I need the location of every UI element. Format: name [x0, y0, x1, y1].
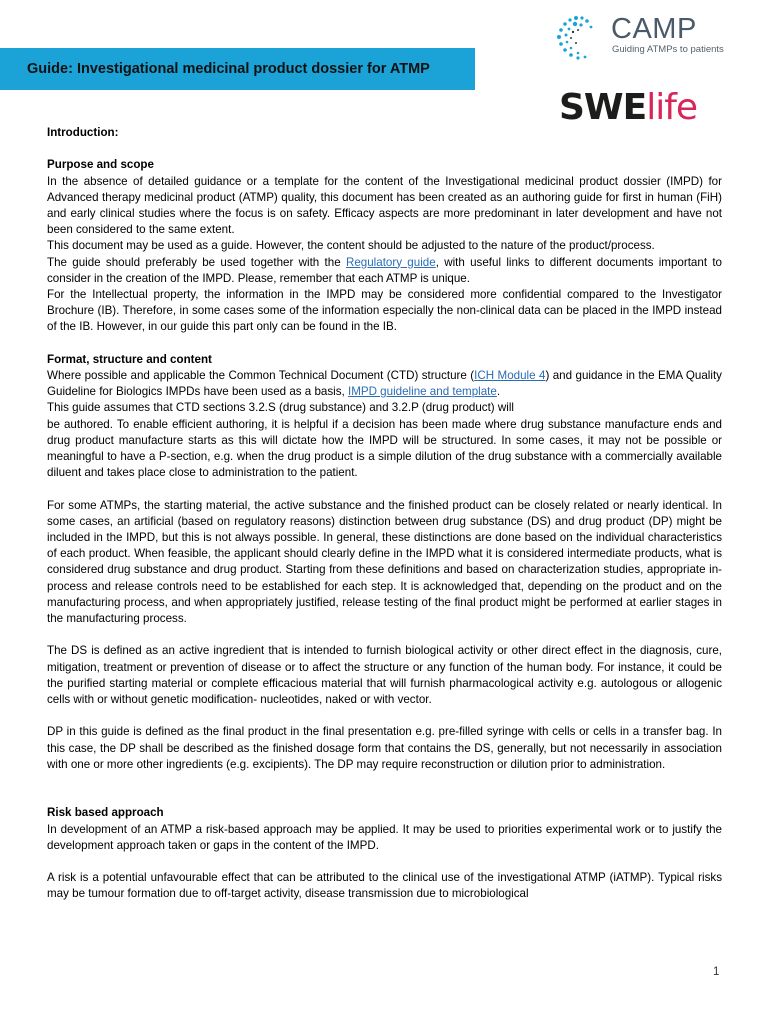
purpose-heading: Purpose and scope — [47, 158, 154, 172]
intro-heading: Introduction: — [47, 126, 119, 139]
format-paragraph-3: For some ATMPs, the starting material, the active substance and the finished product can be closely related or nearly identical. In some cases, an artificial (based on regulatory reasons) distinction between drug substance (DS) and drug product (DP) might be included in the IMPD, but this is not always possible. In general, these distinctions are done based on the individual characteristics of each product. When feasible, the applicant should clearly define in the IMPD what it is considered intermediate products, what is considered drug substance and drug product. Starting from these definitions and based on characterization studies, appropriate in-process and release controls need to be established for each step. It is acknowledged that, depending on the product and on the manufacturing process, and when appropriately justified, release testing of the final product might be performed at earlier stages in the manufacturing process. — [47, 498, 722, 626]
purpose-paragraph-1: In the absence of detailed guidance or a template for the content of the Investigational medicinal product dossier (IMPD) for Advanced therapy medicinal product (ATMP) quality, this document has been created as an authoring guide for first in human (FiH) and early clinical studies where the focus is on safety. Efficacy aspects are more predominant in later development and have not been considered to the same extent. — [47, 174, 722, 237]
format-paragraph-2-line-1: This guide assumes that CTD sections 3.2.S (drug substance) and 3.2.P (drug product) will — [47, 401, 514, 415]
risk-paragraph-2: A risk is a potential unfavourable effect that can be attributed to the clinical use of the investigational ATMP (iATMP). Typical risks may be tumour formation due to off-target activity, disease transmission due to microbiological — [47, 871, 722, 901]
risk-heading: Risk based approach — [47, 806, 164, 820]
format-paragraph-5: DP in this guide is defined as the final product in the final presentation e.g. pre-filled syringe with cells or cells in a transfer bag. In this case, the DP shall be described as the finished dosage form that contains the DS, generally, but not necessarily in association with one or more other ingredients (e.g. excipients). The DP may require reconstruction or dilution prior to administration. — [47, 725, 722, 771]
camp-tagline: Guiding ATMPs to patients — [612, 44, 724, 55]
format-heading: Format, structure and content — [47, 352, 212, 366]
document-body — [47, 125, 722, 903]
swelife-suffix: life — [646, 87, 698, 128]
regulatory-guide-link[interactable]: Regulatory guide — [345, 255, 436, 269]
swelife-logo — [559, 86, 697, 130]
purpose-paragraph-2: This document may be used as a guide. However, the content should be adjusted to the nature of the product/process. — [47, 239, 655, 253]
format-paragraph-4: The DS is defined as an active ingredient that is intended to furnish biological activity or other direct effect in the diagnosis, cure, mitigation, treatment or prevention of disease or to affect the structure or any function of the human body. For instance, it could be the purified starting material or complete efficacious material that will furnish pharmacological activity e.g. autologous or allogenic cells with or without genetic modification- nucleotides, naked or with vector. — [47, 644, 722, 707]
swelife-prefix: SWE — [559, 87, 647, 128]
purpose-paragraph-4: For the Intellectual property, the information in the IMPD may be considered more confidential compared to the Investigator Brochure (IB). Therefore, in some cases some of the information especially the non-clinical data can be placed in the IMPD instead of the IB. However, in our guide this part only can be found in the IB. — [47, 288, 722, 334]
purpose-paragraph-3: The guide should preferably be used together with the Regulatory guide, with useful links to different documents important to consider in the creation of the IMPD. Please, remember that each ATMP is unique. — [47, 255, 722, 285]
document-title: Guide: Investigational medicinal product dossier for ATMP — [27, 61, 430, 77]
impd-guideline-link[interactable]: IMPD guideline and template — [347, 385, 497, 399]
page-number: 1 — [713, 966, 720, 978]
title-banner — [0, 48, 475, 90]
risk-paragraph-1: In development of an ATMP a risk-based approach may be applied. It may be used to priorities experimental work or to justify the development approach taken or gaps in the content of the IMPD. — [47, 822, 722, 852]
camp-logo-text: CAMP — [611, 13, 697, 45]
ich-module-4-link[interactable]: ICH Module 4 — [474, 369, 546, 383]
format-paragraph-2: be authored. To enable efficient authoring, it is helpful if a decision has been made where drug substance manufacture ends and drug product manufacture starts as this will dictate how the IMPD will be structured. In some cases, it may not be possible or meaningful to have a P-section, e.g. when the drug product is a simple dilution of the drug substance with a commercially available diluent and takes place close to administration to the patient. — [47, 417, 722, 480]
format-paragraph-1: Where possible and applicable the Common Technical Document (CTD) structure (ICH Module 4) and guidance in the EMA Quality Guideline for Biologics IMPDs have been used as a basis, IMPD guideline and template. — [47, 369, 722, 399]
